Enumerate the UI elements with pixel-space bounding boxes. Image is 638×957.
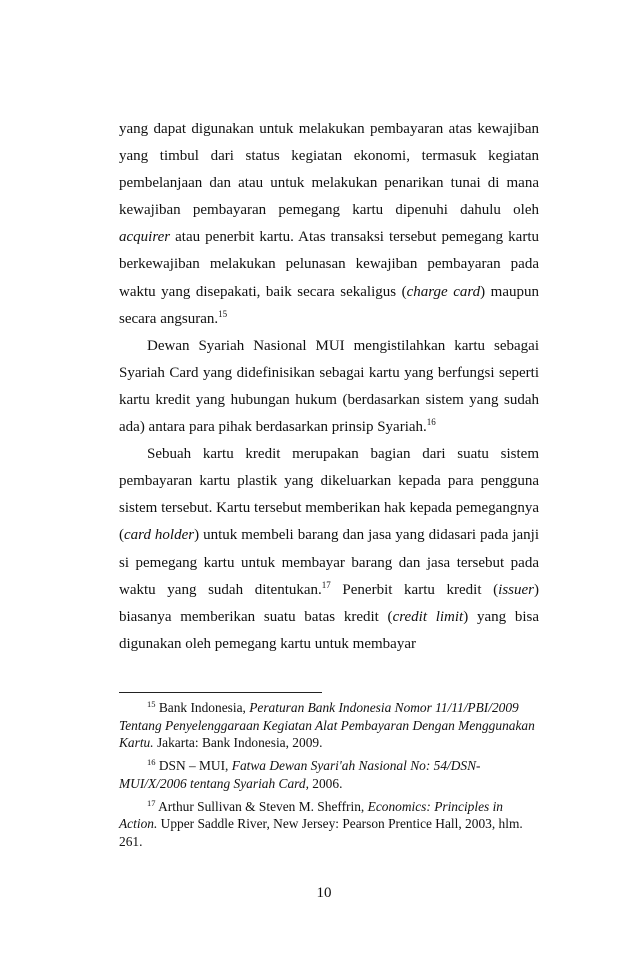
- text-run: ) yang bisa digunakan oleh pemegang kartu untuk membayar: [119, 608, 540, 652]
- text-run: ) biasanya memberikan suatu batas kredit (: [119, 581, 539, 625]
- italic-run: Peraturan Bank Indonesia Nomor 11/11/PBI/2009 Tentang Penyelenggaraan Kegiatan Alat Pembayaran Dengan Menggunakan Kartu.: [119, 700, 535, 751]
- footnote-separator: [119, 692, 322, 693]
- footnote-ref: 17: [321, 579, 331, 590]
- text-run: yang dapat digunakan untuk melakukan pembayaran atas kewajiban yang timbul dari status kegiatan ekonomi, termasuk kegiatan pembelanjaan dan atau untuk melakukan penarikan tunai di mana kewajiban pembayaran pemegang kartu dipenuhi dahulu oleh: [119, 121, 539, 219]
- italic-run: Economics: Principles in Action.: [119, 798, 504, 832]
- footnote-ref: 16: [426, 417, 436, 428]
- text-run: DSN – MUI,: [155, 758, 232, 774]
- text-run: Bank Indonesia,: [155, 700, 250, 715]
- footnote-ref: 15: [147, 699, 156, 709]
- footnote-16: [119, 757, 539, 792]
- text-run: Jakarta: Bank Indonesia, 2009.: [153, 735, 323, 751]
- text-run: Upper Saddle River, New Jersey: Pearson Prentice Hall, 2003, hlm. 261.: [119, 816, 523, 849]
- footnote-ref: 16: [147, 757, 156, 768]
- italic-run: issuer: [498, 581, 534, 598]
- footnote-ref: 17: [147, 797, 156, 808]
- footnote-ref: 15: [218, 308, 228, 319]
- text-run: Sebuah kartu kredit merupakan bagian dari suatu sistem pembayaran kartu plastik yang dikeluarkan kepada para pengguna sistem tersebut. Kartu tersebut memberikan hak kepada pemegangnya (: [119, 446, 539, 544]
- text-run: 2006.: [308, 775, 343, 791]
- text-run: Penerbit kartu kredit (: [330, 581, 499, 598]
- paragraph-1: [119, 116, 539, 333]
- body-text: [119, 116, 539, 658]
- italic-run: acquirer: [119, 229, 171, 246]
- italic-run: charge card: [406, 283, 481, 300]
- page-number: 10: [316, 885, 332, 901]
- text-run: Dewan Syariah Nasional MUI mengistilahkan kartu sebagai Syariah Card yang didefinisikan sebagai kartu yang berfungsi seperti kartu kredit yang hubungan hukum (berdasarkan sistem yang sudah ada) antara para pihak berdasarkan prinsip Syariah.: [119, 337, 539, 436]
- text-run: atau penerbit kartu. Atas transaksi tersebut pemegang kartu berkewajiban melakukan pelunasan kewajiban pembayaran pada waktu yang disepakati, baik secara sekaligus (: [119, 229, 539, 300]
- italic-run: Fatwa Dewan Syari'ah Nasional No: 54/DSN-MUI/X/2006 tentang Syariah Card,: [119, 758, 481, 791]
- text-run: Arthur Sullivan & Steven M. Sheffrin,: [155, 798, 368, 814]
- text-run: ) untuk membeli barang dan jasa yang didasari pada janji si pemegang kartu untuk membayar barang dan jasa tersebut pada waktu yang sudah ditentukan.: [119, 527, 539, 598]
- footnote-17: [119, 798, 539, 851]
- paragraph-2: [119, 333, 539, 441]
- footnotes: [119, 699, 539, 856]
- italic-run: credit limit: [392, 608, 464, 625]
- text-run: ) maupun secara angsuran.: [119, 283, 539, 327]
- italic-run: card holder: [124, 527, 195, 544]
- footnote-15: [119, 699, 539, 752]
- paragraph-3: [119, 441, 539, 658]
